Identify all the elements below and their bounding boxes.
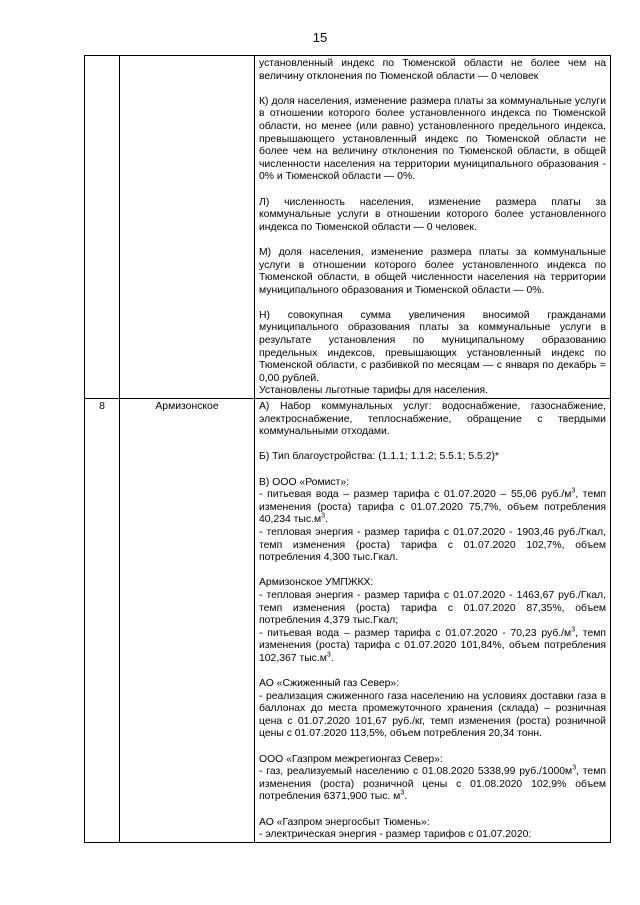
table-row bbox=[85, 399, 611, 843]
paragraph-b: Б) Тип благоустройства: (1.1.1; 1.1.2; 5.5.1; 5.5.2)* bbox=[259, 451, 499, 463]
paragraph-l: Л) численность населения, изменение размера платы за коммунальные услуги в отношении которого более установленного индекса по Тюменской области — 0 человек. bbox=[259, 196, 606, 233]
provider-lpg bbox=[259, 678, 606, 741]
heat-tariff: - тепловая энергия - размер тарифа с 01.07.2020 - 1463,67 руб./Гкал, темп изменения (роста) тарифа с 01.07.2020 87,35%, объем потребления 4,379 тыс.Гкал; bbox=[259, 589, 606, 627]
details-cell bbox=[255, 56, 611, 399]
details-cell bbox=[255, 399, 611, 843]
provider-title: ООО «Газпром межрегионгаз Север»: bbox=[259, 753, 443, 765]
provider-umpzhkkh bbox=[259, 577, 606, 665]
row-number-cell: 8 bbox=[85, 399, 120, 843]
paragraph-m: М) доля населения, изменение размера платы за коммунальные услуги в отношении которого более установленного индекса по Тюменской области, в общей численности населения на территории муниципального образования и Тюменской области — 0%. bbox=[259, 246, 606, 296]
provider-title: АО «Газпром энергосбыт Тюмень»: bbox=[259, 816, 430, 828]
provider-title: В) ООО «Ромист»: bbox=[259, 476, 350, 488]
provider-gazprom-es bbox=[259, 817, 606, 842]
page-number: 15 bbox=[312, 30, 328, 45]
provider-romist bbox=[259, 477, 606, 565]
gas-tariff: - газ, реализуемый населению с 01.08.2020 5338,99 $руб./1000м^3$, темп изменения (роста) розничной цены с 01.08.2020 102,9% объем потребления 6371,900 тыс. $м^3$. bbox=[259, 764, 606, 803]
paragraph-n: Н) совокупная сумма увеличения вносимой гражданами муниципального образования платы за коммунальные услуги в результате установления по муниципальному образованию предельных индексов, превышающих установленный индекс по Тюменской области, с разбивкой по месяцам — с января по декабрь = 0,00 рублей. bbox=[259, 309, 606, 384]
electricity-tariff: - электрическая энергия - размер тарифов с 01.07.2020: bbox=[259, 829, 532, 841]
provider-title: АО «Сжиженный газ Север»: bbox=[259, 678, 400, 690]
table-row bbox=[85, 56, 611, 399]
heat-tariff: - тепловая энергия - размер тарифа с 01.07.2020 - 1903,46 руб./Гкал, темп изменения (роста) тарифа с 01.07.2020 102,7%, объем потребления 4,300 тыс.Гкал. bbox=[259, 526, 606, 564]
provider-title: Армизонское УМПЖКХ: bbox=[259, 577, 374, 589]
paragraph-a: А) Набор коммунальных услуг: водоснабжение, газоснабжение, электроснабжение, теплоснабжение, обращение с твердыми коммунальными отходами. bbox=[259, 401, 606, 438]
paragraph-continued: установленный индекс по Тюменской области не более чем на величину отклонения по Тюменской области — 0 человек bbox=[259, 58, 606, 82]
municipal-tariffs-table bbox=[84, 55, 611, 843]
water-tariff: - питьевая вода – размер тарифа с 01.07.2020 – 55,06 $руб./м^3$, темп изменения (роста) тарифа с 01.07.2020 75,7%, объем потребления 40,234 $тыс.м^3$. bbox=[259, 487, 607, 526]
municipality-cell: Армизонское bbox=[120, 399, 255, 843]
paragraph-benefits: Установлены льготные тарифы для населения. bbox=[259, 385, 489, 397]
lpg-tariff: - реализация сжиженного газа населению на условиях доставки газа в баллонах до места промежуточного хранения (склада) – розничная цена с 01.07.2020 101,67 руб./кг, темп изменения (роста) розничной цены с 01.07.2020 113,5%, объем потребления 20,34 тонн. bbox=[259, 690, 606, 740]
row-number-cell bbox=[85, 56, 120, 399]
paragraph-k: К) доля населения, изменение размера платы за коммунальные услуги в отношении которого более установленного индекса по Тюменской области, но менее (или равно) установленного предельного индекса, превышающего установленный индекс по Тюменской области не более чем на величину отклонения по Тюменской области, в общей численности населения на территории муниципального образования - 0% и Тюменской области — 0%. bbox=[259, 95, 606, 183]
water-tariff: - питьевая вода – размер тарифа с 01.07.2020 - 70,23 $руб./м^3$, темп изменения (роста) тарифа с 01.07.2020 101,84%, объем потребления 102,367 $тыс.м^3$. bbox=[259, 626, 606, 664]
municipality-cell bbox=[120, 56, 255, 399]
provider-gazprom-mrg bbox=[259, 754, 606, 804]
